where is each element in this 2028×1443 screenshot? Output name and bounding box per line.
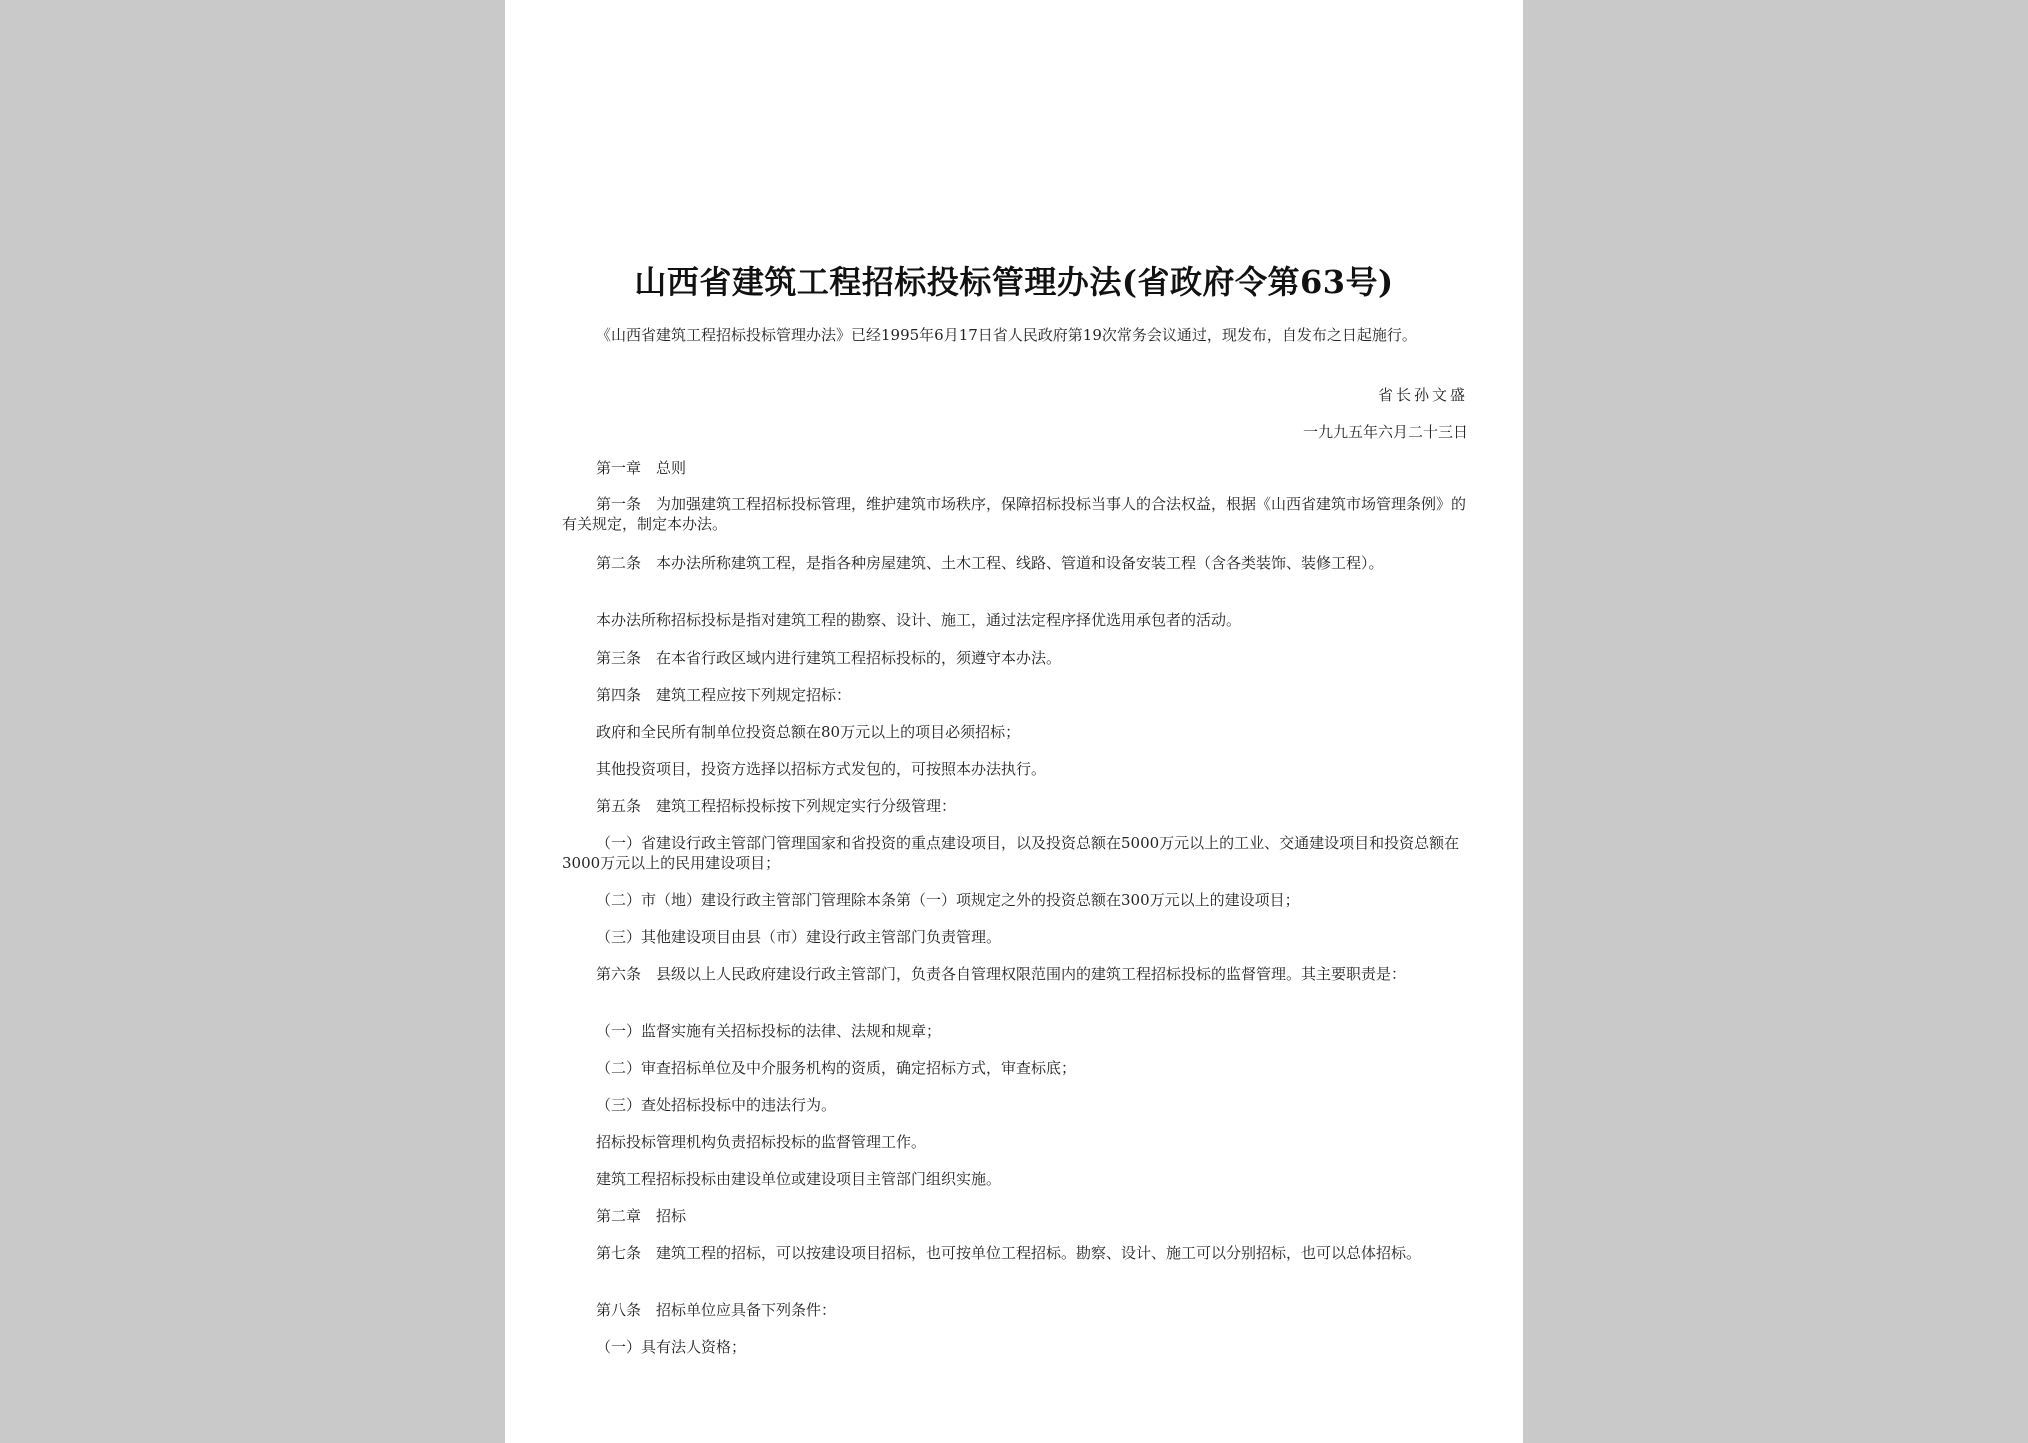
article-paragraph: 第二条 本办法所称建筑工程，是指各种房屋建筑、土木工程、线路、管道和设备安装工程（含各类装饰、装修工程）。: [596, 554, 1384, 572]
article-paragraph: 第七条 建筑工程的招标，可以按建设项目招标，也可按单位工程招标。勘察、设计、施工可以分别招标，也可以总体招标。: [596, 1244, 1422, 1262]
body-paragraph: 本办法所称招标投标是指对建筑工程的勘察、设计、施工，通过法定程序择优选用承包者的活动。: [596, 611, 1242, 629]
document-page: [505, 0, 1523, 1443]
article-paragraph: 第六条 县级以上人民政府建设行政主管部门，负责各自管理权限范围内的建筑工程招标投标的监督管理。其主要职责是：: [596, 965, 1407, 983]
document-title: 山西省建筑工程招标投标管理办法(省政府令第63号): [634, 263, 1394, 301]
article-paragraph: 第五条 建筑工程招标投标按下列规定实行分级管理：: [596, 797, 957, 815]
chapter-heading: 第一章 总则: [596, 459, 687, 477]
list-item: （一）具有法人资格；: [596, 1338, 747, 1356]
article-paragraph: 第四条 建筑工程应按下列规定招标：: [596, 686, 852, 704]
article-paragraph: 第一条 为加强建筑工程招标投标管理，维护建筑市场秩序，保障招标投标当事人的合法权益，根据《山西省建筑市场管理条例》的有关规定，制定本办法。: [562, 495, 1467, 533]
body-paragraph: 建筑工程招标投标由建设单位或建设项目主管部门组织实施。: [596, 1170, 1002, 1188]
body-paragraph: 其他投资项目，投资方选择以招标方式发包的，可按照本办法执行。: [596, 760, 1047, 778]
article-paragraph: 第八条 招标单位应具备下列条件：: [596, 1301, 837, 1319]
list-item: （一）监督实施有关招标投标的法律、法规和规章；: [596, 1022, 942, 1040]
list-item: （二）审查招标单位及中介服务机构的资质，确定招标方式，审查标底；: [596, 1059, 1077, 1077]
article-paragraph: 第三条 在本省行政区域内进行建筑工程招标投标的，须遵守本办法。: [596, 649, 1062, 667]
body-paragraph: 招标投标管理机构负责招标投标的监督管理工作。: [596, 1133, 927, 1151]
signature-line: 省长孙文盛: [1377, 386, 1468, 404]
list-item: （三）其他建设项目由县（市）建设行政主管部门负责管理。: [596, 928, 1002, 946]
list-item: （三）查处招标投标中的违法行为。: [596, 1096, 837, 1114]
date-line: 一九九五年六月二十三日: [1302, 423, 1468, 441]
body-paragraph: 政府和全民所有制单位投资总额在80万元以上的项目必须招标；: [596, 723, 1021, 741]
list-item: （二）市（地）建设行政主管部门管理除本条第（一）项规定之外的投资总额在300万元以上的建设项目；: [596, 891, 1300, 909]
chapter-heading: 第二章 招标: [596, 1207, 687, 1225]
preamble-paragraph: 《山西省建筑工程招标投标管理办法》已经1995年6月17日省人民政府第19次常务会议通过，现发布，自发布之日起施行。: [596, 326, 1417, 344]
list-item: （一）省建设行政主管部门管理国家和省投资的重点建设项目，以及投资总额在5000万元以上的工业、交通建设项目和投资总额在3000万元以上的民用建设项目；: [562, 834, 1460, 872]
